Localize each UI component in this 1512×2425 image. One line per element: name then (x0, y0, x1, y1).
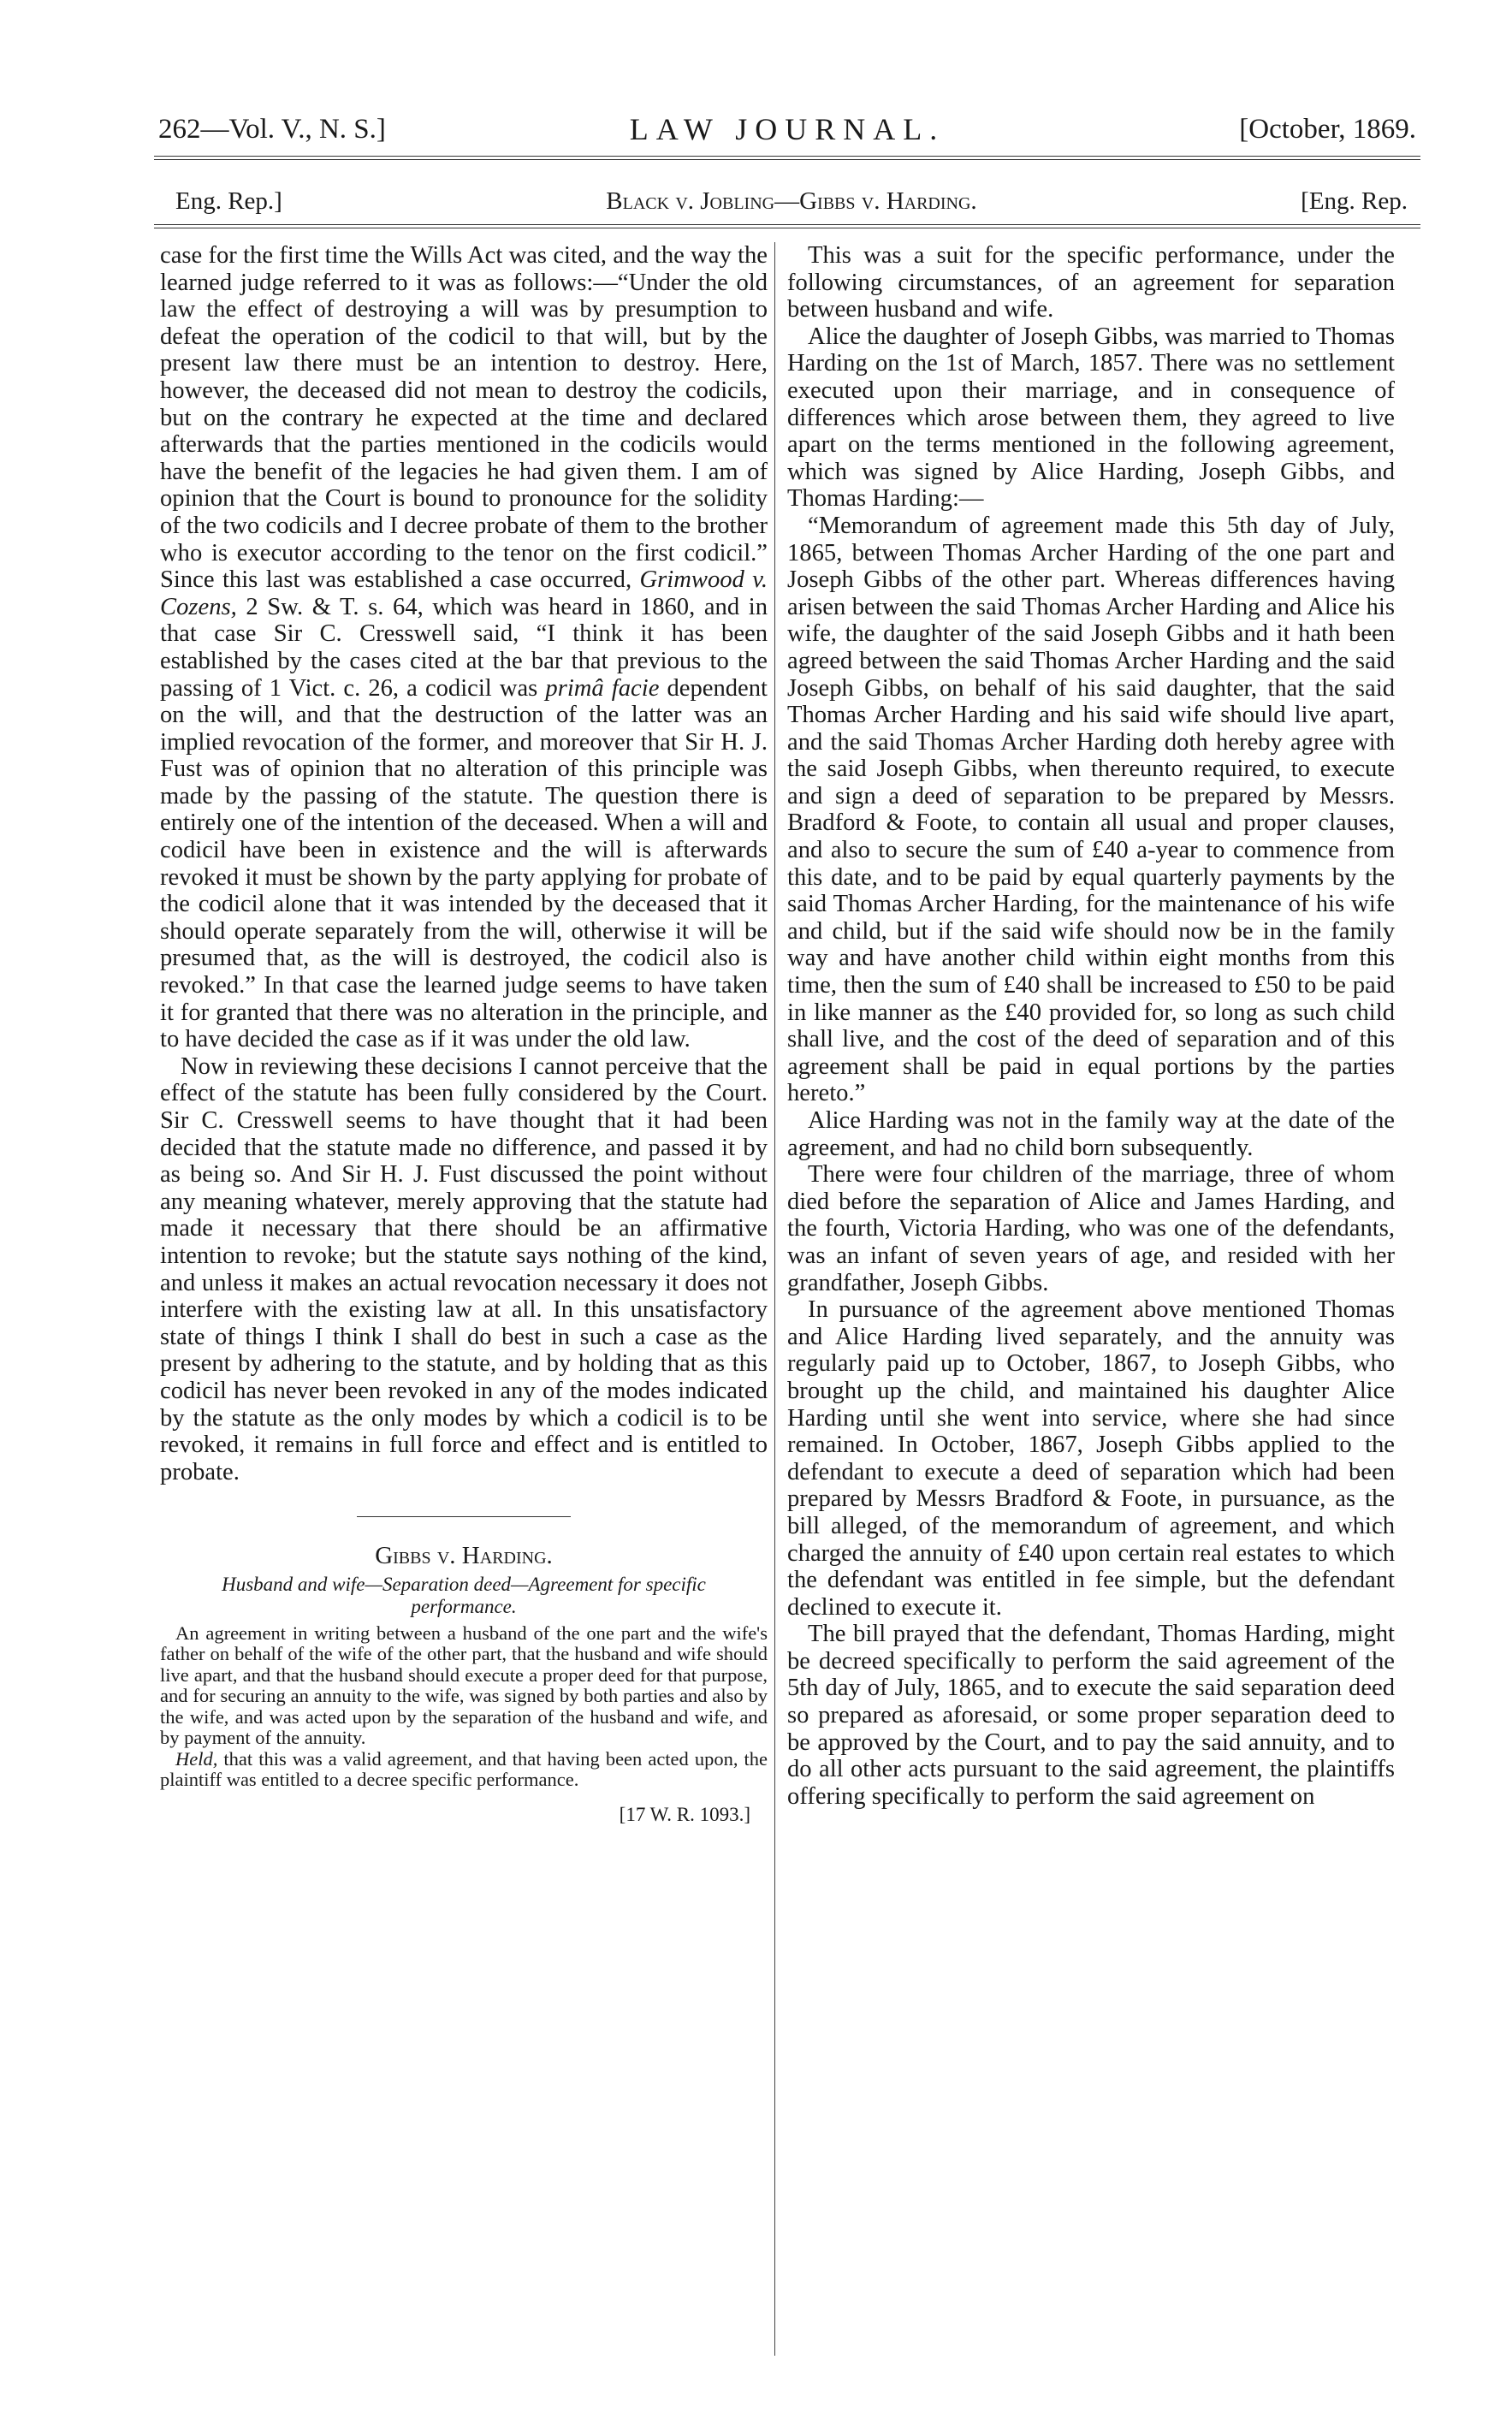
case-subject: Husband and wife—Separation deed—Agreement for specific performance. (222, 1573, 706, 1617)
journal-title: LAW JOURNAL. (629, 112, 946, 146)
paragraph: There were four children of the marriage, three of whom died before the separation of Alice and James Harding, and the fourth, Victoria Harding, who was one of the defendants, was an infant of seven years of age, and resided with her grandfather, Joseph Gibbs. (787, 1161, 1395, 1296)
agreement-quote: “Memorandum of agreement made this 5th day of July, 1865, between Thomas Archer Harding of the one part and Joseph Gibbs of the other part. Whereas differences having arisen between the said Thomas Archer Harding and Alice his wife, the daughter of the said Joseph Gibbs and it hath been agreed between the said Thomas Archer Harding and the said Joseph Gibbs, on behalf of his said daughter, that the said Thomas Archer Harding and his said wife should live apart, and the said Thomas Archer Harding doth hereby agree with the said Joseph Gibbs, when thereunto required, to execute and sign a deed of separation to be prepared by Messrs. Bradford & Foote, to contain all usual and proper clauses, and also to secure the sum of £40 a-year to commence from this date, and to be paid by equal quarterly payments by the said Thomas Archer Harding, for the maintenance of his wife and child, but if the said wife should now be in the family way and have another child within eight months from this time, then the sum of £40 shall be increased to £50 to be paid in like manner as the £40 provided for, so long as such child shall live, and the cost of the deed of separation and of this agreement shall be paid in equal portions by the parties hereto.” (787, 512, 1395, 1107)
case-header (175, 184, 1408, 218)
issue-date: [October, 1869. (1239, 114, 1416, 145)
latin-term: primâ facie (545, 674, 660, 702)
page-volume-label: 262—Vol. V., N. S.] (158, 114, 386, 145)
section-divider (357, 1516, 571, 1517)
case-title: Gibbs v. Harding. (375, 1542, 553, 1570)
case-header-title: Black v. Jobling—Gibbs v. Harding. (606, 187, 977, 215)
paragraph: case for the first time the Wills Act was cited, and the way the learned judge referred to it was as follows:—“Under the old law the effect of destroying a will was by presumption to defeat the operation of the codicil to that will, but by the present law there must be an intention to destroy. Here, however, the deceased did not mean to destroy the codicils, but on the contrary he expected at the time and declared afterwards that the parties mentioned in the codicils would have the benefit of the legacies he had given them. I am of opinion that the Court is bound to pronounce for the solidity of the two codicils and I decree probate of them to the brother who is executor according to the tenor on the first codicil.” Since this last was established a case occurred, Grimwood v. Cozens, 2 Sw. & T. s. 64, which was heard in 1860, and in that case Sir C. Cresswell said, “I think it has been established by the cases cited at the bar that previous to the passing of 1 Vict. c. 26, a codicil was primâ facie dependent on the will, and that the destruction of the latter was an implied revocation of the former, and moreover that Sir H. J. Fust was of opinion that no alteration of this principle was made by the passing of the statute. The question there is entirely one of the intention of the deceased. When a will and codicil have been in existence and the will is afterwards revoked it must be shown by the party applying for probate of the codicil alone that it was intended by the deceased that it should operate separately from the will, otherwise it will be presumed that, as the will is destroyed, the codicil also is revoked.” In that case the learned judge seems to have taken it for granted that there was no alteration in the principle, and to have decided the case as if it was under the old law. (160, 242, 768, 1053)
paragraph: Alice Harding was not in the family way at the date of the agreement, and had no child born subsequently. (787, 1107, 1395, 1161)
column-divider (774, 242, 775, 2356)
headnote-held: Held, that this was a valid agreement, and that having been acted upon, the plaintiff was entitled to a decree specific performance. (160, 1747, 768, 1791)
left-column (160, 242, 768, 1829)
case-name: Grimwood v. Cozens, (160, 566, 768, 620)
headnote: An agreement in writing between a husband of the one part and the wife's father on behalf of the wife of the other part, that the husband and wife should live apart, and that the husband should execute a proper deed for that purpose, and for securing an annuity to the wife, was signed by both parties and also by the wife, and was acted upon by the separation of the husband and wife, and by payment of the annuity. (160, 1622, 768, 1749)
paragraph: This was a suit for the specific performance, under the following circumstances, of an agreement for separation between husband and wife. (787, 242, 1395, 323)
report-citation: [17 W. R. 1093.] (619, 1803, 750, 1825)
paragraph: The bill prayed that the defendant, Thomas Harding, might be decreed specifically to perform the said agreement of the 5th day of July, 1865, and to execute the said separation deed so prepared as aforesaid, or some proper separation deed to be approved by the Court, and to pay the said annuity, and to do all other acts pursuant to the said agreement, the plaintiffs offering specifically to perform the said agreement on (787, 1621, 1395, 1810)
case-header-left: Eng. Rep.] (175, 187, 282, 215)
header-rule (154, 156, 1420, 160)
paragraph: In pursuance of the agreement above mentioned Thomas and Alice Harding lived separately, and the annuity was regularly paid up to October, 1867, to Joseph Gibbs, who brought up the child, and maintained his daughter Alice Harding until she went into service, where she had since remained. In October, 1867, Joseph Gibbs applied to the defendant to execute a deed of separation which had been prepared by Messrs Bradford & Foote, in pursuance, as the bill alleged, of the memorandum of agreement, and which charged the annuity of £40 upon certain real estates to which the defendant was entitled in fee simple, but the defendant declined to execute it. (787, 1296, 1395, 1621)
running-head (158, 110, 1416, 149)
right-column (787, 242, 1395, 1810)
case-header-right: [Eng. Rep. (1301, 187, 1408, 215)
paragraph: Now in reviewing these decisions I cannot perceive that the effect of the statute has been fully considered by the Court. Sir C. Cresswell seems to have thought that it had been decided that the statute made no difference, and passed it by as being so. And Sir H. J. Fust discussed the point without any meaning whatever, merely approving that the statute had made it necessary that there should be an affirmative intention to revoke; but the statute says nothing of the kind, and unless it makes an actual revocation necessary it does not interfere with the existing law at all. In this unsatisfactory state of things I think I shall do best in such a case as the present by adhering to the statute, and by holding that as this codicil has never been revoked in any of the modes indicated by the statute as the only modes by which a codicil is to be revoked, it remains in full force and effect and is entitled to probate. (160, 1052, 768, 1485)
case-header-rule (154, 224, 1420, 228)
paragraph: Alice the daughter of Joseph Gibbs, was married to Thomas Harding on the 1st of March, 1857. There was no settlement executed upon their marriage, and in consequence of differences which arose between them, they agreed to live apart on the terms mentioned in the following agreement, which was signed by Alice Harding, Joseph Gibbs, and Thomas Harding:— (787, 323, 1395, 513)
